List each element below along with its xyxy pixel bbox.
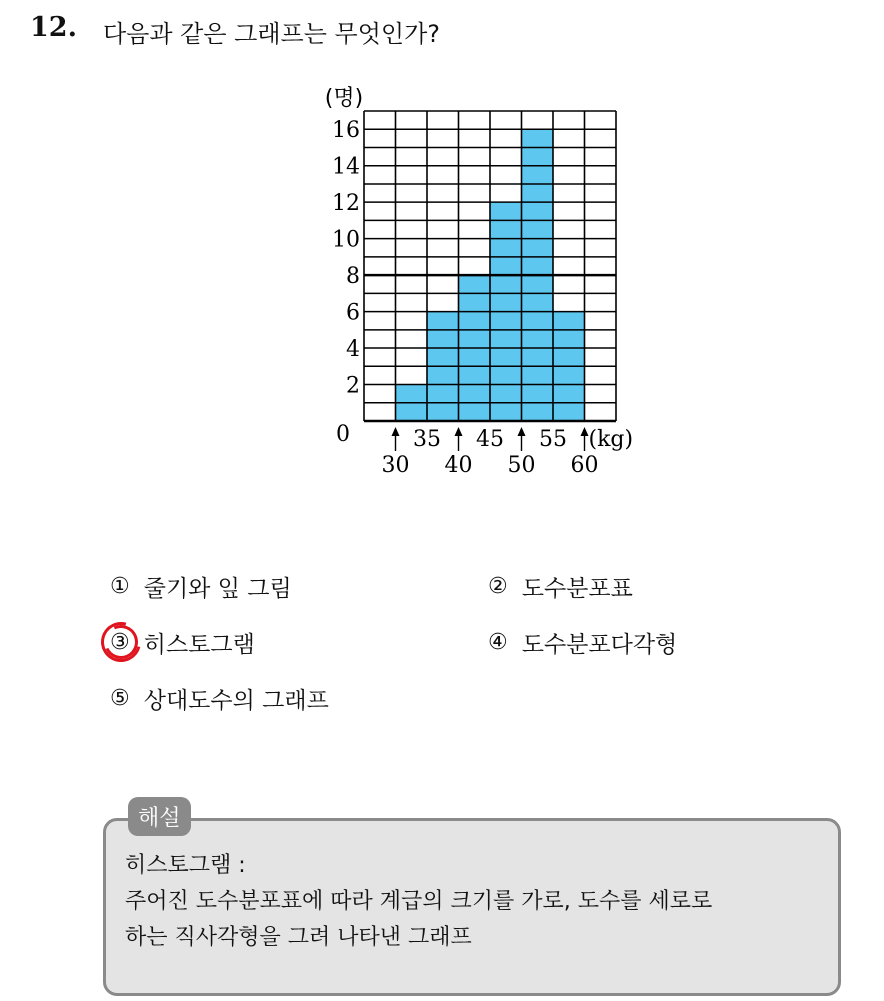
option-1-marker: ①	[110, 574, 130, 599]
option-2-label: 도수분포표	[521, 576, 633, 602]
option-5-label: 상대도수의 그래프	[143, 688, 329, 714]
x-axis-label: (kg)	[588, 427, 634, 452]
option-4[interactable]	[488, 626, 677, 659]
y-tick-label: 2	[346, 373, 360, 399]
x-tick-label: 35	[413, 427, 441, 452]
x-tick-label: 50	[507, 453, 536, 478]
explanation-title: 히스토그램 :	[125, 853, 246, 878]
explanation-line-1: 주어진 도수분포표에 따라 계급의 크기를 가로, 도수를 세로로	[125, 889, 713, 914]
x-arrow-head-icon	[581, 427, 589, 436]
option-1-label: 줄기와 잎 그림	[143, 576, 292, 602]
option-3-marker: ③	[110, 630, 130, 655]
question-text: 다음과 같은 그래프는 무엇인가?	[103, 20, 441, 48]
histogram-chart	[320, 80, 650, 480]
y-tick-label: 6	[346, 300, 360, 326]
question-number: 12.	[30, 12, 77, 43]
x-arrow-head-icon	[518, 427, 526, 436]
option-1[interactable]	[110, 570, 292, 603]
x-tick-label: 60	[570, 453, 599, 478]
x-tick-label: 40	[444, 453, 473, 478]
x-arrow-head-icon	[392, 427, 400, 436]
option-5-marker: ⑤	[110, 686, 130, 711]
explanation-line-2: 하는 직사각형을 그려 나타낸 그래프	[125, 925, 472, 950]
y-tick-label: 14	[332, 154, 360, 180]
y-tick-label: 16	[332, 118, 360, 144]
x-arrow-head-icon	[455, 427, 463, 436]
answer-circle-inner-icon	[99, 620, 143, 664]
explanation-text	[125, 848, 712, 956]
y-tick-label: 8	[346, 264, 360, 290]
y-axis-label: (명)	[324, 86, 364, 111]
explanation-tag: 해설	[128, 797, 191, 836]
x-tick-label: 55	[539, 427, 567, 452]
x-tick-label: 30	[381, 453, 410, 478]
y-tick-label: 4	[346, 337, 360, 363]
option-3-label: 히스토그램	[143, 632, 255, 658]
x-tick-label: 45	[476, 427, 504, 452]
y-tick-label: 10	[332, 227, 360, 253]
option-4-label: 도수분포다각형	[521, 632, 678, 658]
origin-label: 0	[336, 422, 350, 447]
option-2-marker: ②	[488, 574, 508, 599]
option-5[interactable]	[110, 682, 329, 715]
option-4-marker: ④	[488, 630, 508, 655]
option-2[interactable]	[488, 570, 633, 603]
option-3[interactable]	[110, 626, 255, 659]
option-3-marker-wrap	[110, 630, 130, 655]
y-tick-label: 12	[332, 191, 360, 217]
